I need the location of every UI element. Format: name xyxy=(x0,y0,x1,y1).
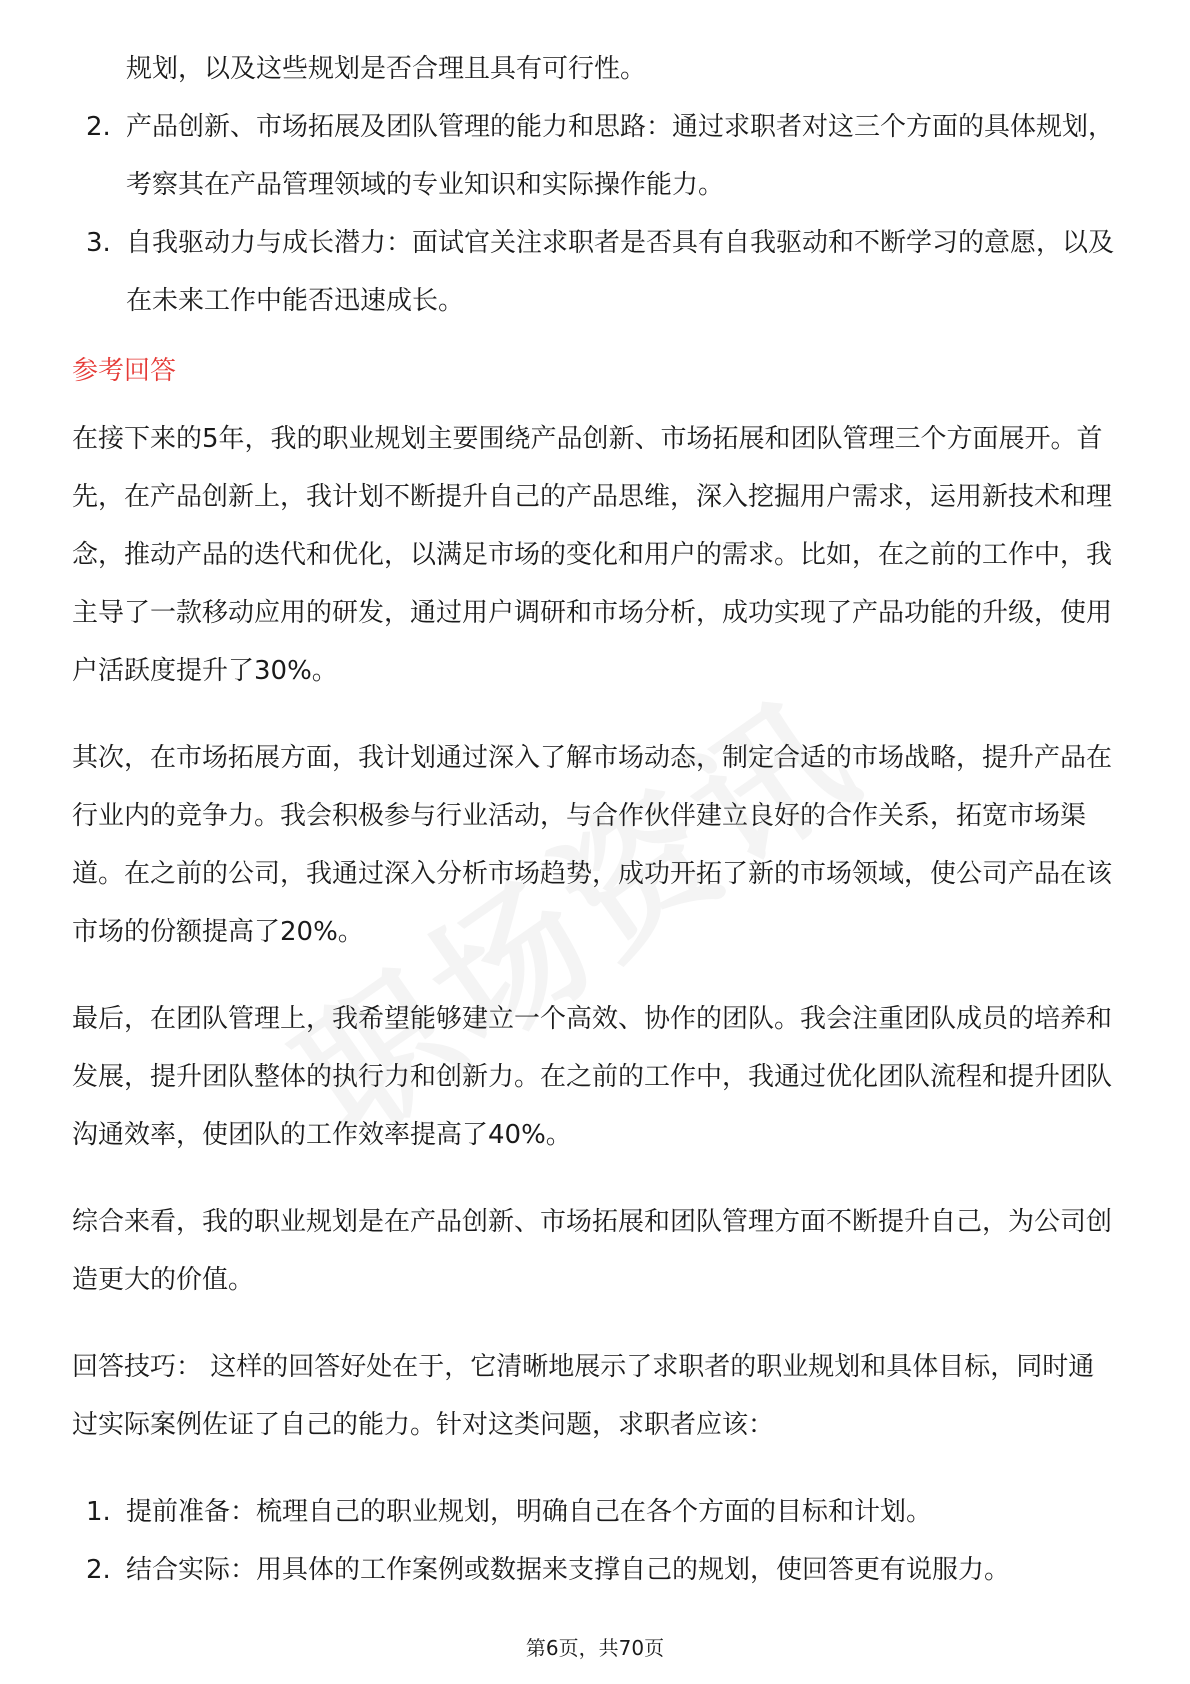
list-item xyxy=(72,214,1118,330)
page-content xyxy=(72,40,1118,1599)
answer-tips-intro: 回答技巧： 这样的回答好处在于，它清晰地展示了求职者的职业规划和具体目标，同时通过实际案例佐证了自己的能力。针对这类问题，求职者应该： xyxy=(72,1352,1095,1440)
answer-paragraph: 综合来看，我的职业规划是在产品创新、市场拓展和团队管理方面不断提升自己，为公司创造更大的价值。 xyxy=(72,1207,1113,1295)
list-item-text: 提前准备：梳理自己的职业规划，明确自己在各个方面的目标和计划。 xyxy=(126,1497,933,1527)
list-number: 2. xyxy=(86,112,111,142)
list-item-text: 自我驱动力与成长潜力：面试官关注求职者是否具有自我驱动和不断学习的意愿，以及在未来工作中能否迅速成长。 xyxy=(126,228,1115,316)
answer-paragraph: 最后，在团队管理上，我希望能够建立一个高效、协作的团队。我会注重团队成员的培养和发展，提升团队整体的执行力和创新力。在之前的工作中，我通过优化团队流程和提升团队沟通效率，使团队的工作效率提高了40%。 xyxy=(72,1004,1113,1150)
page-footer: 第6页，共70页 xyxy=(525,1636,665,1660)
list-item-text: 结合实际：用具体的工作案例或数据来支撑自己的规划，使回答更有说服力。 xyxy=(126,1555,1011,1585)
tips-list xyxy=(72,1483,1118,1599)
list-item xyxy=(72,1541,1118,1599)
answer-paragraph: 其次，在市场拓展方面，我计划通过深入了解市场动态，制定合适的市场战略，提升产品在行业内的竞争力。我会积极参与行业活动，与合作伙伴建立良好的合作关系，拓宽市场渠道。在之前的公司，我通过深入分析市场趋势，成功开拓了新的市场领域，使公司产品在该市场的份额提高了20%。 xyxy=(72,743,1113,947)
answer-paragraph: 在接下来的5年，我的职业规划主要围绕产品创新、市场拓展和团队管理三个方面展开。首先，在产品创新上，我计划不断提升自己的产品思维，深入挖掘用户需求，运用新技术和理念，推动产品的迭代和优化，以满足市场的变化和用户的需求。比如，在之前的工作中，我主导了一款移动应用的研发，通过用户调研和市场分析，成功实现了产品功能的升级，使用户活跃度提升了30%。 xyxy=(72,424,1113,686)
list-number: 1. xyxy=(86,1497,111,1527)
list-item xyxy=(72,1483,1118,1541)
list-number: 3. xyxy=(86,228,111,258)
list-item xyxy=(72,98,1118,214)
list-number: 2. xyxy=(86,1555,111,1585)
section-title: 参考回答 xyxy=(72,356,177,386)
list-item-text: 产品创新、市场拓展及团队管理的能力和思路：通过求职者对这三个方面的具体规划，考察其在产品管理领域的专业知识和实际操作能力。 xyxy=(126,112,1115,200)
focus-points-list xyxy=(72,98,1118,330)
list-item-continuation: 规划，以及这些规划是否合理且具有可行性。 xyxy=(126,54,647,84)
